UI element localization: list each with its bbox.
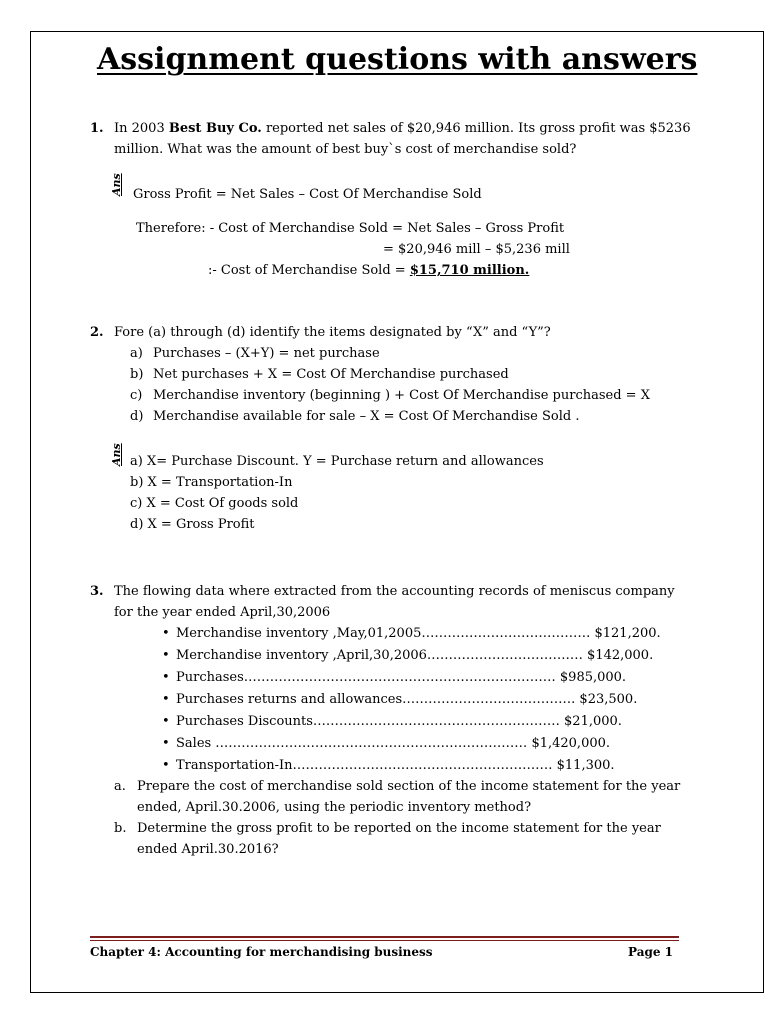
data-item-transportation: Transportation-In…………………………………………………… $11,300.	[176, 758, 615, 773]
footer-rule	[90, 936, 679, 938]
answer-label-1: Ans	[110, 173, 123, 196]
answer-2-line-2: b) X = Transportation-In	[130, 475, 293, 490]
question-2-item-b: Net purchases + X = Cost Of Merchandise purchased	[153, 367, 509, 382]
question-1-text-cont: reported net sales of $20,946 million. Its gross profit was $5236	[261, 121, 691, 136]
company-name: Best Buy Co.	[168, 121, 262, 136]
answer-2-line-1: a) X= Purchase Discount. Y = Purchase return and allowances	[130, 454, 544, 469]
answer-2-line-3: c) X = Cost Of goods sold	[130, 496, 299, 511]
question-2-item-a-marker: a)	[130, 346, 143, 361]
answer-label-2: Ans	[110, 443, 123, 466]
part-a-marker: a.	[114, 779, 126, 794]
part-b-line-2: ended April.30.2016?	[137, 842, 279, 857]
answer-1-line-3: = $20,946 mill – $5,236 mill	[383, 242, 570, 257]
question-2-number: 2.	[90, 325, 104, 340]
bullet-glyph: •	[162, 736, 170, 751]
question-1-line-2: million. What was the amount of best buy`s cost of merchandise sold?	[114, 142, 577, 157]
question-3-line-2: for the year ended April,30,2006	[114, 605, 331, 620]
data-item-returns: Purchases returns and allowances…………………………………. $23,500.	[176, 692, 638, 707]
bullet-glyph: •	[162, 626, 170, 641]
bullet-glyph: •	[162, 758, 170, 773]
question-2-item-d: Merchandise available for sale – X = Cost Of Merchandise Sold .	[153, 409, 580, 424]
data-item-opening-inventory: Merchandise inventory ,May,01,2005………………………………… $121,200.	[176, 626, 661, 641]
data-item-sales: Sales ……………………………………………………………… $1,420,000.	[176, 736, 611, 751]
answer-1-line-2: Therefore: - Cost of Merchandise Sold = Net Sales – Gross Profit	[136, 221, 565, 236]
question-2-item-b-marker: b)	[130, 367, 144, 382]
question-2-text: Fore (a) through (d) identify the items designated by “X” and “Y”?	[114, 325, 551, 340]
page-title: Assignment questions with answers	[97, 42, 698, 77]
data-item-discounts: Purchases Discounts………………………………………………… $21,000.	[176, 714, 622, 729]
data-item-closing-inventory: Merchandise inventory ,April,30,2006……………………………… $142,000.	[176, 648, 654, 663]
question-2-item-d-marker: d)	[130, 409, 144, 424]
answer-1-conclusion: :- Cost of Merchandise Sold =	[208, 263, 406, 278]
question-3-line-1: The flowing data where extracted from the accounting records of meniscus company	[114, 584, 675, 599]
question-1-number: 1.	[90, 121, 104, 136]
bullet-glyph: •	[162, 714, 170, 729]
part-a-line-2: ended, April.30.2006, using the periodic inventory method?	[137, 800, 532, 815]
answer-1-line-1: Gross Profit = Net Sales – Cost Of Merchandise Sold	[133, 187, 482, 202]
bullet-glyph: •	[162, 692, 170, 707]
question-1-line-1	[114, 119, 691, 139]
question-2-item-c-marker: c)	[130, 388, 143, 403]
data-item-purchases: Purchases……………………………………………………………… $985,000.	[176, 670, 627, 685]
footer-page-number: Page 1	[628, 945, 674, 959]
part-b-line-1: Determine the gross profit to be reported on the income statement for the year	[137, 821, 661, 836]
question-2-item-a: Purchases – (X+Y) = net purchase	[153, 346, 380, 361]
answer-1-value: $15,710 million.	[409, 263, 530, 278]
part-b-marker: b.	[114, 821, 127, 836]
answer-2-line-4: d) X = Gross Profit	[130, 517, 255, 532]
bullet-glyph: •	[162, 670, 170, 685]
question-1-text: In 2003	[114, 121, 169, 136]
part-a-line-1: Prepare the cost of merchandise sold section of the income statement for the year	[137, 779, 681, 794]
bullet-glyph: •	[162, 648, 170, 663]
footer-rule-thin	[90, 940, 679, 941]
footer-chapter: Chapter 4: Accounting for merchandising business	[90, 945, 433, 959]
answer-1-line-4	[208, 261, 529, 281]
question-3-number: 3.	[90, 584, 104, 599]
question-2-item-c: Merchandise inventory (beginning ) + Cost Of Merchandise purchased = X	[153, 388, 650, 403]
